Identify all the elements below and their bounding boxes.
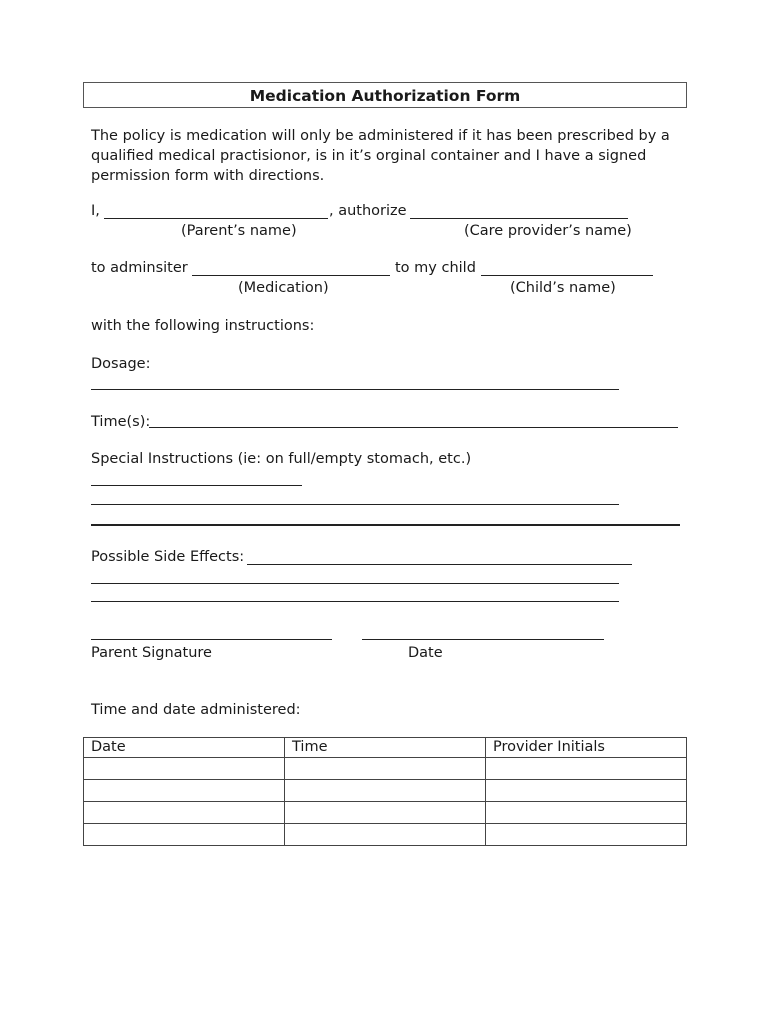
table-row — [84, 758, 687, 780]
column-header-provider-initials: Provider Initials — [486, 738, 687, 758]
date-cell[interactable] — [84, 802, 285, 824]
parent-name-caption: (Parent’s name) — [181, 223, 297, 239]
special-instructions-field-3[interactable] — [91, 524, 680, 526]
instructions-label: with the following instructions: — [91, 318, 315, 334]
side-effects-field-1[interactable] — [247, 564, 632, 565]
table-row — [84, 824, 687, 846]
administered-label: Time and date administered: — [91, 702, 301, 718]
side-effects-field-3[interactable] — [91, 601, 619, 602]
parent-name-field[interactable] — [104, 218, 328, 219]
time-cell[interactable] — [285, 824, 486, 846]
i-label: I, — [91, 203, 100, 219]
administration-log-table — [83, 737, 687, 846]
times-field[interactable] — [149, 427, 678, 428]
time-cell[interactable] — [285, 758, 486, 780]
initials-cell[interactable] — [486, 780, 687, 802]
authorize-label: , authorize — [329, 203, 407, 219]
table-header-row — [84, 738, 687, 758]
time-cell[interactable] — [285, 802, 486, 824]
column-header-time: Time — [285, 738, 486, 758]
child-name-field[interactable] — [481, 275, 653, 276]
side-effects-field-2[interactable] — [91, 583, 619, 584]
dosage-field[interactable] — [91, 389, 619, 390]
dosage-label: Dosage: — [91, 356, 151, 372]
special-instructions-field-2[interactable] — [91, 504, 619, 505]
care-provider-name-field[interactable] — [410, 218, 628, 219]
initials-cell[interactable] — [486, 758, 687, 780]
policy-paragraph: The policy is medication will only be administered if it has been prescribed by a qualified medical practisionor, is in it’s orginal container and I have a signed permission form with directions. — [91, 128, 670, 184]
date-cell[interactable] — [84, 824, 285, 846]
signature-date-field[interactable] — [362, 639, 604, 640]
form-title: Medication Authorization Form — [83, 82, 687, 108]
to-my-child-label: to my child — [395, 260, 476, 276]
to-administer-label: to adminsiter — [91, 260, 188, 276]
special-instructions-field-1[interactable] — [91, 485, 302, 486]
times-label: Time(s): — [91, 414, 151, 430]
parent-signature-caption: Parent Signature — [91, 645, 212, 661]
initials-cell[interactable] — [486, 824, 687, 846]
care-provider-caption: (Care provider’s name) — [464, 223, 632, 239]
side-effects-label: Possible Side Effects: — [91, 549, 245, 565]
medication-caption: (Medication) — [238, 280, 329, 296]
date-cell[interactable] — [84, 758, 285, 780]
table-row — [84, 780, 687, 802]
child-name-caption: (Child’s name) — [510, 280, 616, 296]
table-row — [84, 802, 687, 824]
time-cell[interactable] — [285, 780, 486, 802]
parent-signature-field[interactable] — [91, 639, 332, 640]
special-instructions-label: Special Instructions (ie: on full/empty stomach, etc.) — [91, 451, 472, 467]
initials-cell[interactable] — [486, 802, 687, 824]
date-cell[interactable] — [84, 780, 285, 802]
column-header-date: Date — [84, 738, 285, 758]
signature-date-caption: Date — [408, 645, 443, 661]
medication-field[interactable] — [192, 275, 390, 276]
